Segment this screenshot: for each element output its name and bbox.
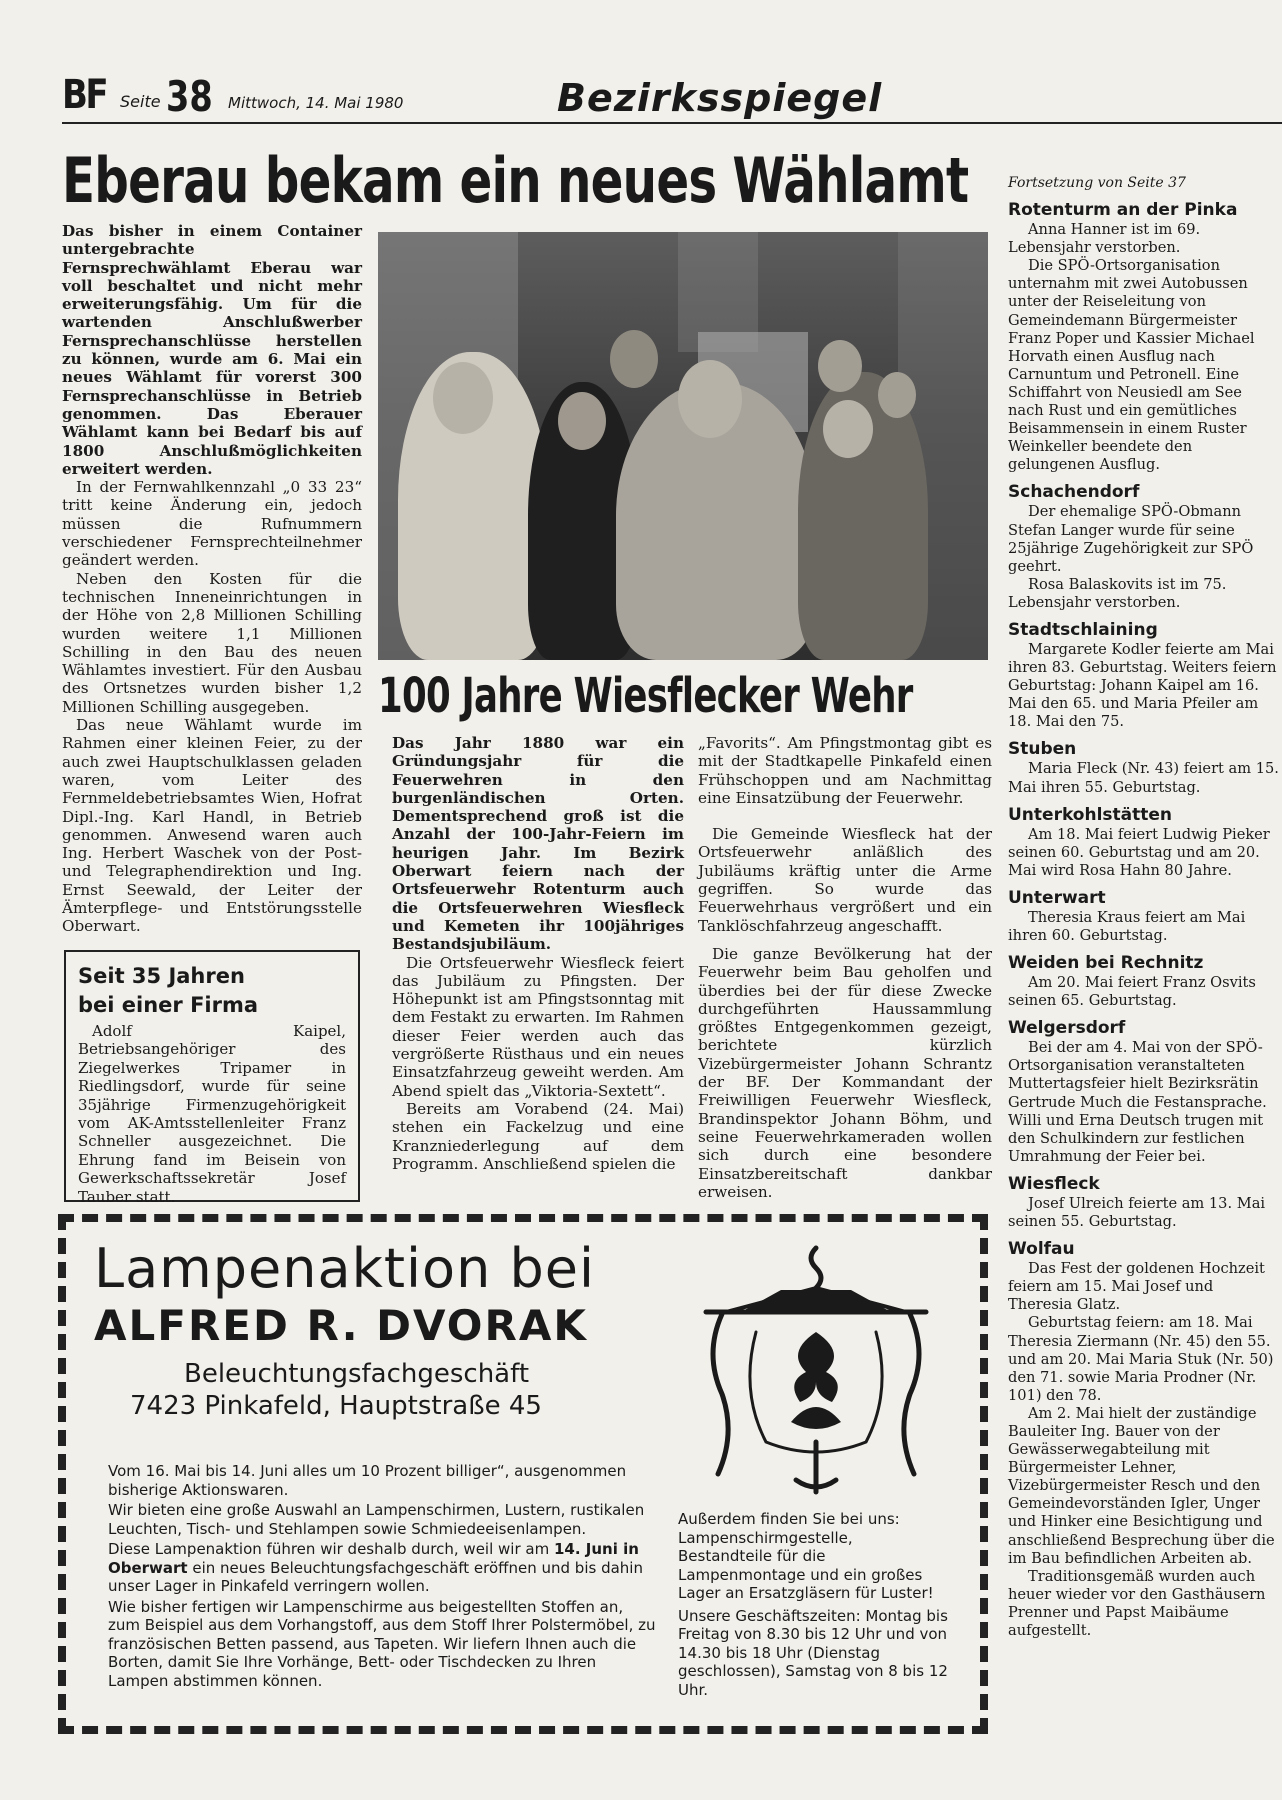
lantern-illustration [686,1242,946,1502]
article-paragraph: Das neue Wählamt wurde im Rahmen einer kleinen Feier, zu der auch zwei Hauptschulklassen geladen waren, vom Leiter des Fernmeldebetriebsamtes Wien, Hofrat Dipl.-Ing. Karl Handl, in Betrieb genommen. Anwesend waren auch Ing. Herbert Waschek von der Post- und Telegraphendirektion und Ing. Ernst Seewald, der Leiter der Ämterpflege- und Entstörungsstelle Oberwart. [62,716,362,936]
ad-paragraph [108,1540,658,1596]
main-headline: Eberau bekam ein neues Wählamt [62,144,969,217]
locality-heading: Wiesfleck [1008,1173,1100,1194]
box-title-line1: Seit 35 Jahren [78,964,245,988]
locality-text: Am 20. Mai feiert Franz Osvits seinen 65. Geburtstag. [1008,974,1256,1010]
locality-heading: Stadtschlaining [1008,619,1158,640]
photo-face [558,392,606,450]
locality-text: Am 18. Mai feiert Ludwig Pieker seinen 60. Geburtstag und am 20. Mai wird Rosa Hahn 80 Jahre. [1008,825,1270,879]
locality-text: Die SPÖ-Ortsorganisation unternahm mit zwei Autobussen unter der Reiseleitung von Gemeindemann Bürgermeister Franz Poper und Kassier Michael Horvath einen Ausflug nach Carnuntum und Petronell. Eine Schiffahrt von Neusiedl am See nach Rust und ein gemütliches Beisammensein in einem Ruster Weinkeller beendete den gelungenen Ausflug. [1008,257,1255,474]
page-label: Seite [120,92,161,111]
article-paragraph: Neben den Kosten für die technischen Inneneinrichtungen in der Höhe von 2,8 Millionen Schilling wurden weitere 1,1 Millionen Schilling in den Bau des neuen Wählamtes investiert. Für den Ausbau des Ortsnetzes wurden bisher 1,2 Millionen Schilling ausgegeben. [62,569,362,716]
locality-text: Margarete Kodler feierte am Mai ihren 83. Geburtstag. Weiters feiern Geburtstag: Johann Kaipel am 16. Mai den 65. und Maria Pfeiler am 18. Mai den 75. [1008,640,1277,731]
ad-right-text [678,1510,950,1699]
wehr-headline: 100 Jahre Wiesflecker Wehr [378,668,913,724]
section-title: Bezirksspiegel [557,76,883,120]
masthead [62,70,1282,124]
wehr-article-col2 [698,734,992,1201]
ad-paragraph: Wie bisher fertigen wir Lampenschirme aus beigestellten Stoffen an, zum Beispiel aus dem Vorhangstoff, aus dem Stoff Ihrer Polstermöbel, zu französischen Betten passend, aus Tapeten. Wir liefern Ihnen auch die Borten, damit Sie Ihre Vorhänge, Bett- oder Tischdecken zu Ihren Lampen abstimmen können. [108,1597,656,1690]
locality-text: Geburtstag feiern: am 18. Mai Theresia Ziermann (Nr. 45) den 55. und am 20. Mai Maria Stuk (Nr. 50) den 71. sowie Maria Prodner (Nr. 101) den 78. [1008,1314,1274,1404]
issue-date: Mittwoch, 14. Mai 1980 [228,94,404,112]
locality-heading: Unterwart [1008,887,1106,908]
ad-highlight: 14. Juni in Oberwart [108,1540,639,1577]
article-paragraph: Die ganze Bevölkerung hat der Feuerwehr beim Bau geholfen und überdies bei der für diese Zwecke durchgeführten Haussammlung größtes Entgegenkommen gezeigt, berichtete kürzlich Vizebürgermeister Johann Schrantz der BF. Der Kommandant der Freiwilligen Feuerwehr Wiesfleck, Brandinspektor Johann Böhm, und seine Feuerwehrkameraden wollen sich durch eine besondere Einsatzbereitschaft dankbar erweisen. [698,944,992,1201]
news-photo [378,232,988,660]
ad-opening-hours: Unsere Geschäftszeiten: Montag bis Freitag von 8.30 bis 12 Uhr und von 14.30 bis 18 Uhr (Dienstag geschlossen), Samstag von 8 bis 12 Uhr. [678,1606,948,1699]
locality-text: Am 2. Mai hielt der zuständige Bauleiter Ing. Bauer von der Gewässerwegabteilung mit Bürgermeister Lehner, Vizebürgermeister Resch und den Gemeindevorständen Igler, Unger und Hinker eine Besichtigung und anschließend Besprechung über die im Bau befindlichen Arbeiten ab. [1008,1404,1275,1567]
ad-company-name: ALFRED R. DVORAK [94,1301,588,1350]
locality-text: Der ehemalige SPÖ-Obmann Stefan Langer wurde für seine 25jährige Zugehörigkeit zur SPÖ geehrt. [1008,503,1254,575]
locality-text: Maria Fleck (Nr. 43) feiert am 15. Mai ihren 55. Geburtstag. [1008,760,1279,796]
article-paragraph: Das bisher in einem Container untergebrachte Fernsprechwählamt Eberau war voll beschaltet und nicht mehr erweiterungsfähig. Um für die wartenden Anschlußwerber Fernsprechanschlüsse herstellen zu können, wurde am 6. Mai ein neues Wählamt für vorerst 300 Fernsprechanschlüsse in Betrieb genommen. Das Eberauer Wählamt kann bei Bedarf bis auf 1800 Anschlußmöglichkeiten erweitert werden. [62,222,362,478]
photo-face [878,372,916,418]
article-paragraph: Die Gemeinde Wiesfleck hat der Ortsfeuerwehr anläßlich des Jubiläums kräftig unter die Arme gegriffen. So wurde das Feuerwehrhaus vergrößert und ein Tanklöschfahrzeug angeschafft. [698,825,992,935]
locality-heading: Weiden bei Rechnitz [1008,953,1204,974]
box-text: Adolf Kaipel, Betriebsangehöriger des Ziegelwerkes Tripamer in Riedlingsdorf, wurde für seine 35jährige Firmenzugehörigkeit vom AK-Amtsstellenleiter Franz Schneller ausgezeichnet. Die Ehrung fand im Beisein von Gewerkschaftssekretär Josef Tauber statt. [78,1022,346,1206]
locality-heading: Welgersdorf [1008,1018,1126,1039]
wehr-article-col1 [392,734,684,1173]
locality-heading: Rotenturm an der Pinka [1008,200,1238,221]
ad-paragraph: Wir bieten eine große Auswahl an Lampenschirmen, Lustern, rustikalen Leuchten, Tisch- und Stehlampen sowie Schmiedeeisenlampen. [108,1501,645,1538]
ad-title: Lampenaktion bei [94,1237,595,1300]
photo-face [678,360,742,438]
locality-text: Traditionsgemäß wurden auch heuer wieder vor den Gasthäusern Prenner und Papst Maibäume aufgestellt. [1008,1567,1266,1639]
photo-face [433,362,493,434]
locality-heading: Schachendorf [1008,482,1140,503]
locality-text: Anna Hanner ist im 69. Lebensjahr verstorben. [1008,221,1201,257]
article-paragraph: „Favorits“. Am Pfingstmontag gibt es mit der Stadtkapelle Pinkafeld einen Frühschoppen und am Nachmittag eine Einsatzübung der Feuerwehr. [698,734,992,807]
anniversary-box [64,950,360,1206]
locality-text: Theresia Kraus feiert am Mai ihren 60. Geburtstag. [1008,908,1246,944]
box-title-line2: bei einer Firma [78,993,259,1017]
continued-note: Fortsetzung von Seite 37 [1008,175,1186,191]
ad-address: 7423 Pinkafeld, Hauptstraße 45 [130,1391,542,1421]
photo-face [818,340,862,392]
ad-business-type: Beleuchtungsfachgeschäft [184,1359,530,1389]
ad-paragraph: Vom 16. Mai bis 14. Juni alles um 10 Prozent billiger“, ausgenommen bisherige Aktionswaren. [108,1462,627,1499]
locality-text: Das Fest der goldenen Hochzeit feiern am 15. Mai Josef und Theresia Glatz. [1008,1260,1265,1314]
article-paragraph: In der Fernwahlkennzahl „0 33 23“ tritt keine Änderung ein, jedoch müssen die Rufnummern verschiedener Fernsprechteilnehmer geändert werden. [62,478,362,570]
article-lead: Das Jahr 1880 war ein Gründungsjahr für die Feuerwehren in den burgenländischen Orten. Dementsprechend groß ist die Anzahl der 100-Jahr-Feiern im heurigen Jahr. Im Bezirk Oberwart feiern nach der Ortsfeuerwehr Rotenturm auch die Ortsfeuerwehren Wiesfleck und Kemeten ihr 100jähriges Bestandsjubiläum. [392,734,684,954]
locality-text: Josef Ulreich feierte am 13. Mai seinen 55. Geburtstag. [1008,1194,1266,1231]
ad-paragraph: Außerdem finden Sie bei uns: Lampenschirmgestelle, Bestandteile für die Lampenmontage und ein großes Lager an Ersatzgläsern für Luster! [678,1510,934,1602]
locality-heading: Unterkohlstätten [1008,804,1173,825]
article-paragraph: Bereits am Vorabend (24. Mai) stehen ein Fackelzug und eine Kranzniederlegung auf dem Programm. Anschließend spielen die [392,1099,684,1173]
locality-heading: Stuben [1008,739,1077,760]
newspaper-logo: BF [62,72,107,118]
lamp-advertisement [58,1214,988,1734]
photo-face [823,400,873,458]
article-paragraph: Die Ortsfeuerwehr Wiesfleck feiert das Jubiläum zu Pfingsten. Der Höhepunkt ist am Pfingstsonntag mit dem Festakt zu erwarten. Im Rahmen dieser Feier werden auch das vergrößerte Rüsthaus und ein neues Einsatzfahrzeug geweiht werden. Am Abend spielt das „Viktoria-Sextett“. [392,953,684,1100]
locality-text: Bei der am 4. Mai von der SPÖ-Ortsorganisation veranstalteten Muttertagsfeier hielt Bezirksrätin Gertrude Much die Festansprache. Willi und Erna Deutsch trugen mit den Schulkindern zur festlichen Umrahmung der Feier bei. [1008,1039,1267,1165]
photo-face [610,330,658,388]
page-number: 38 [166,72,213,121]
ad-text: Diese Lampenaktion führen wir deshalb durch, weil wir am [108,1540,554,1558]
main-article-body [62,222,362,936]
ad-body [108,1462,658,1690]
ad-text: ein neues Beleuchtungsfachgeschäft eröffnen und bis dahin unser Lager in Pinkafeld verringern wollen. [108,1558,643,1595]
locality-text: Rosa Balaskovits ist im 75. Lebensjahr verstorben. [1008,575,1227,611]
right-column [1008,174,1280,1640]
locality-heading: Wolfau [1008,1239,1075,1260]
